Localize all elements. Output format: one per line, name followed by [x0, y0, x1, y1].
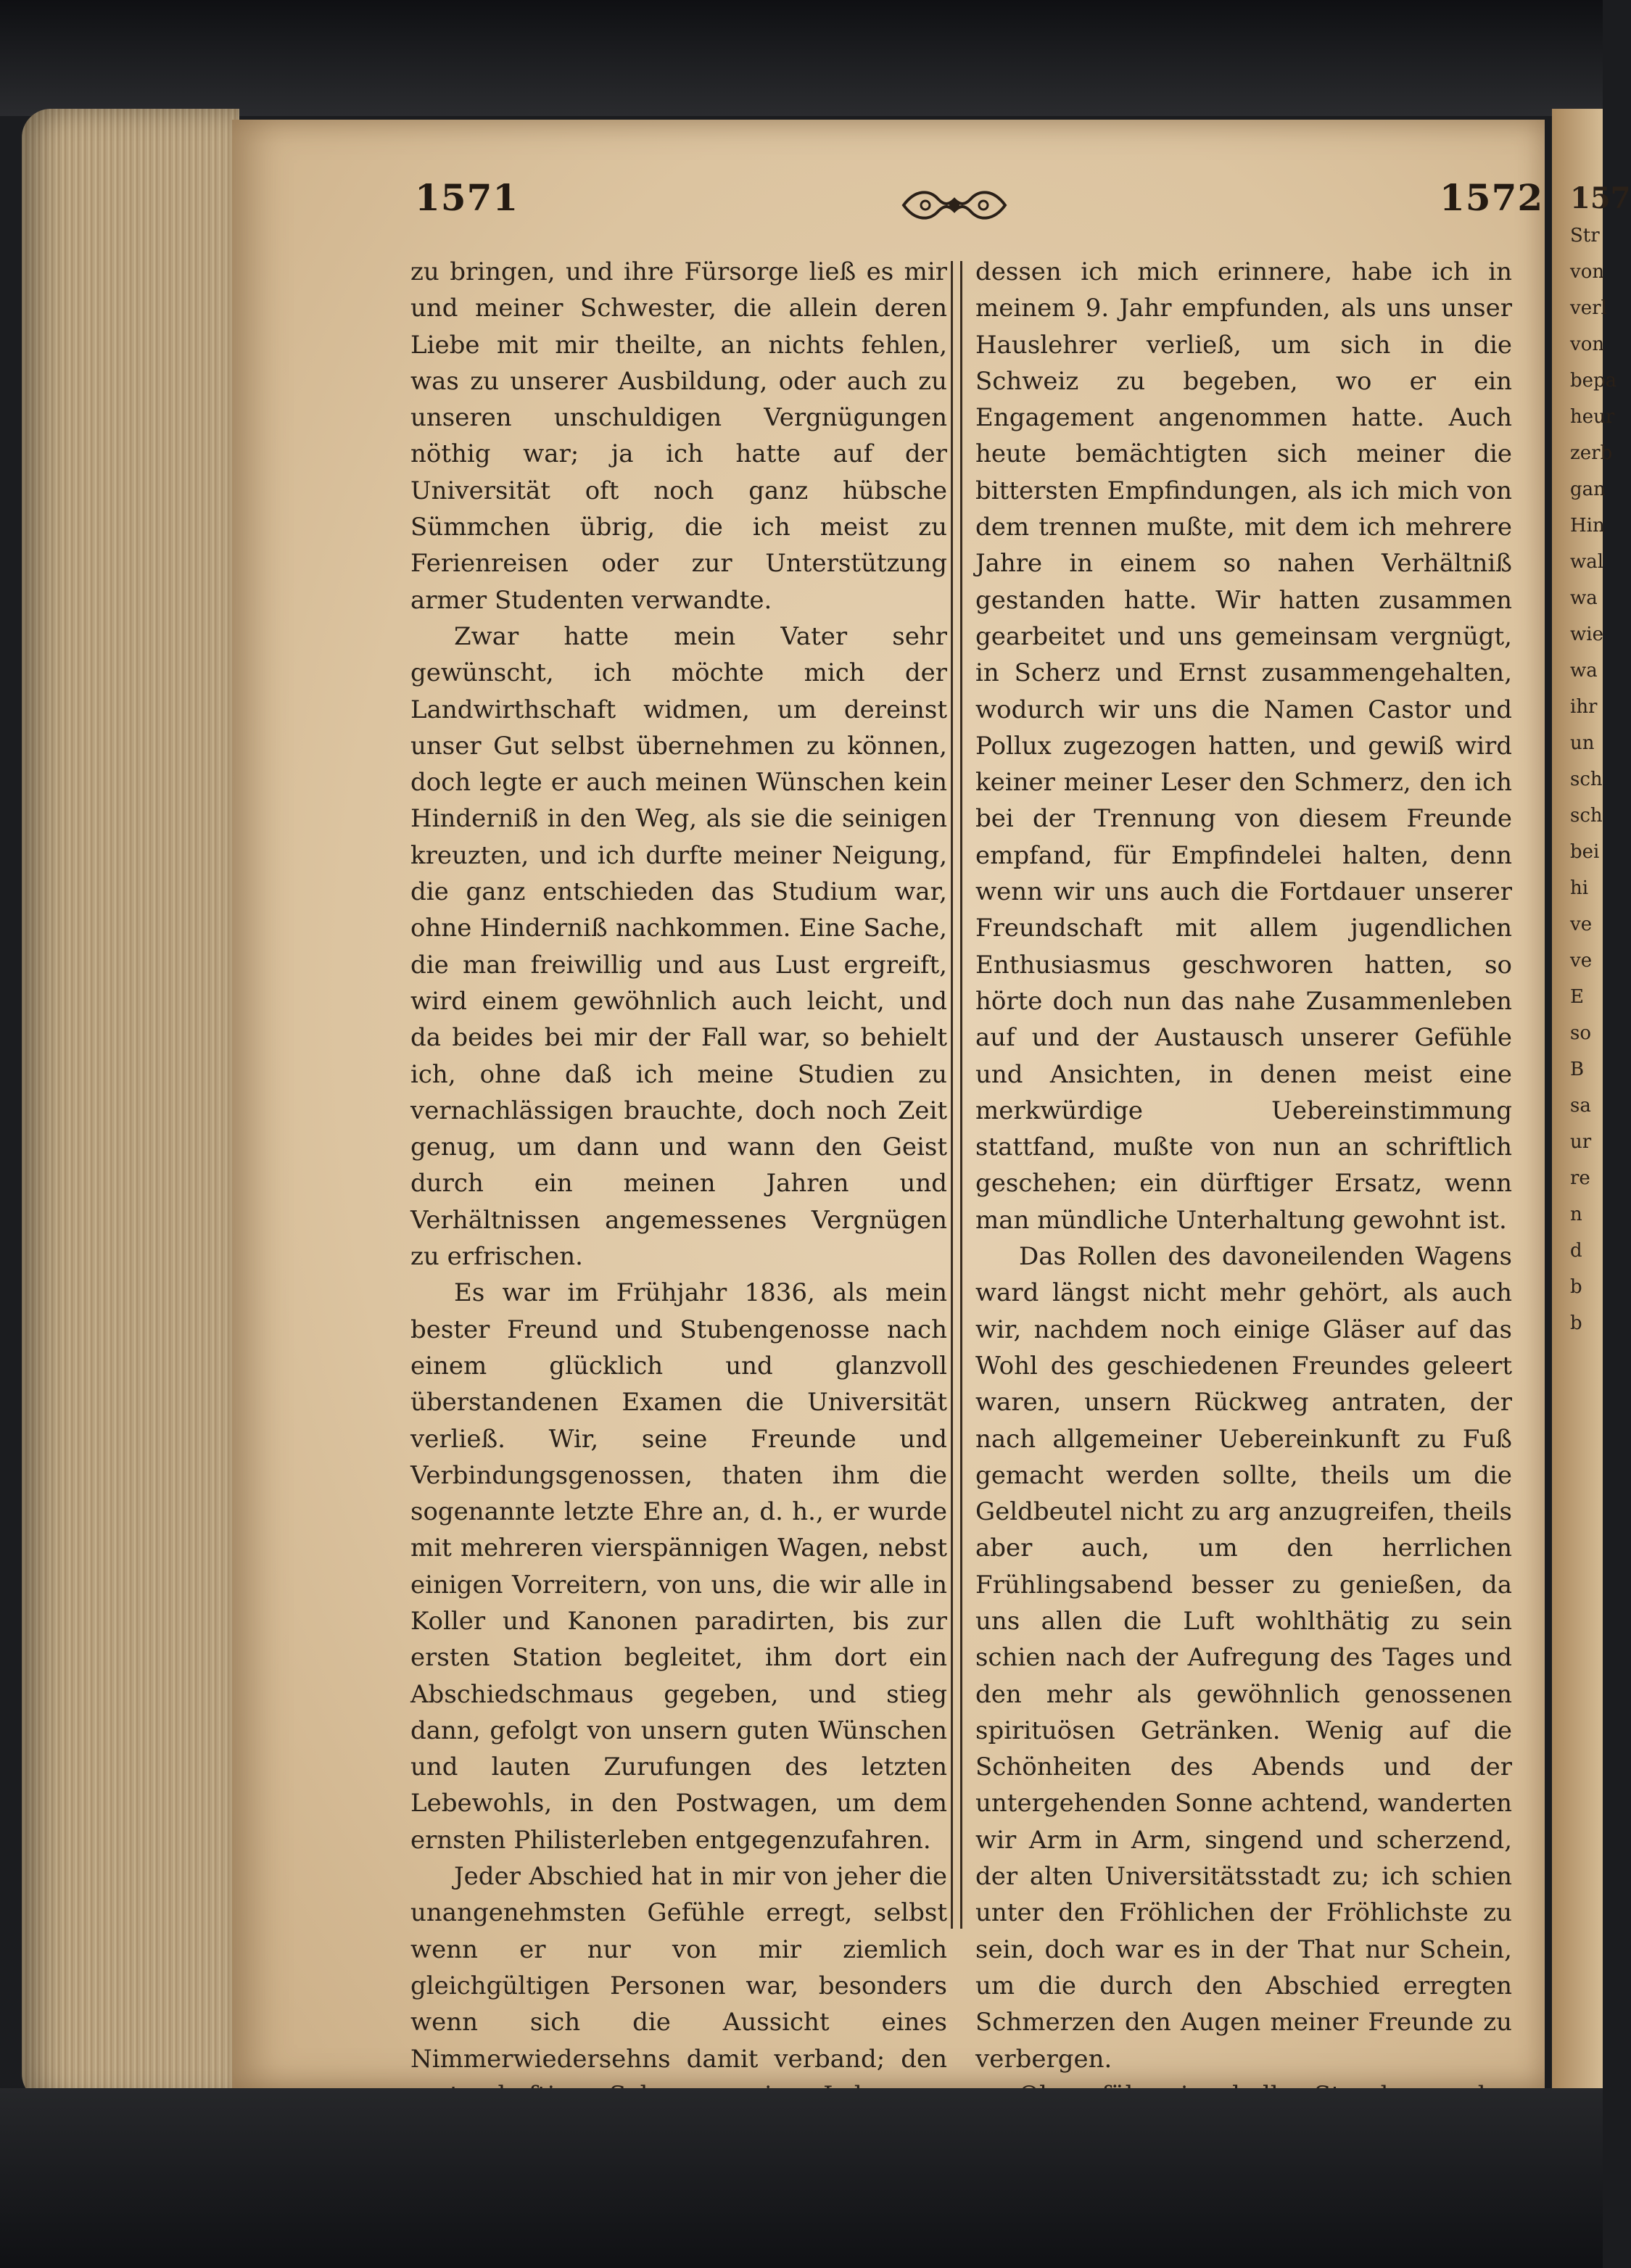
paragraph: Jeder Abschied hat in mir von jeher die unangenehmsten Gefühle erregt, selbst wenn er nur von mir ziemlich gleichgültigen Personen war, besonders wenn sich die Aussicht eines Nimmerwiedersehns damit verband; den	[410, 1862, 947, 2074]
next-page-fragment: ihr	[1570, 696, 1598, 718]
next-page-fragment: sch	[1570, 805, 1603, 827]
next-page-fragment: von	[1570, 334, 1605, 355]
text-column-right	[975, 254, 1512, 2150]
next-page-fragment: b	[1570, 1312, 1582, 1334]
column-divider-rule	[951, 261, 962, 1929]
next-page-fragment: ve	[1570, 914, 1593, 935]
next-page-fragment: d	[1570, 1240, 1582, 1262]
next-page-fragment: ve	[1570, 950, 1593, 972]
next-page-fragment: B	[1570, 1059, 1585, 1080]
paragraph: Zwar hatte mein Vater sehr gewünscht, ich möchte mich der Landwirthschaft widmen, um dereinst unser Gut selbst übernehmen zu können, doch legte er auch meinen Wünschen kein Hinderniß in den Weg, als sie die seinigen kreuzten, und ich durfte meiner Neigung, die ganz entschieden das Studium war, ohne Hinderniß nachkommen. Eine Sache, die man freiwillig und aus Lust ergreift, wird einem gewöhnlich auch leicht, und da beides bei mir der Fall war, so behielt ich, ohne daß ich meine Studien zu vernachlässigen brauchte, doch noch Zeit genug, um dann und wann den Geist durch ein meinen Jahren und Verhältnissen angemessenes Vergnügen zu erfrischen.	[410, 621, 947, 1272]
next-page-fragment: un	[1570, 732, 1595, 754]
paragraph: Das Rollen des davoneilenden Wagens ward längst nicht mehr gehört, als auch wir, nachdem noch einige Gläser auf das Wohl des geschiedenen Freundes geleert waren, unsern Rückweg antraten, der nach allgemeiner Uebereinkunft zu Fuß gemacht werden sollte, theils um die Geldbeutel nicht zu arg anzugreifen, theils aber auch, um den herrlichen Frühlingsabend besser zu genießen, da uns allen die Luft wohlthätig zu sein schien nach der Aufregung des Tages und den mehr als gewöhnlich genossenen spirituösen Getränken. Wenig auf die Schönheiten des Abends und der untergehenden Sonne achtend, wanderten wir Arm in Arm, singend und scherzend, der alten Universitätsstadt zu; ich schien unter den Fröhlichen der Fröhlichste zu sein, doch war es in der That nur Schein, um die durch den Abschied erregten Schmerzen den Augen meiner Freunde zu verbergen.	[975, 1242, 1512, 2074]
next-page-fragment: hi	[1570, 877, 1589, 899]
next-page-fragment: 157	[1570, 181, 1631, 215]
next-page-fragment: von	[1570, 261, 1605, 283]
text-column-left	[410, 254, 947, 2114]
next-page-fragment: bei	[1570, 841, 1600, 863]
page-number-left: 1571	[415, 176, 519, 219]
next-page-fragment: n	[1570, 1204, 1582, 1225]
next-page-fragment: bepa	[1570, 370, 1617, 392]
table-background-bottom	[0, 2088, 1603, 2268]
table-background-top	[0, 0, 1603, 116]
next-page-fragment: heur	[1570, 406, 1615, 428]
next-page-fragment: ur	[1570, 1131, 1592, 1153]
next-page-edge	[1552, 109, 1631, 2110]
next-page-fragment: Hin	[1570, 515, 1605, 537]
next-page-fragment: b	[1570, 1276, 1582, 1298]
next-page-fragment: wal	[1570, 551, 1604, 573]
next-page-fragment: Str	[1570, 225, 1600, 247]
next-page-fragment: sch	[1570, 769, 1603, 790]
next-page-fragment: zerb	[1570, 442, 1613, 464]
next-page-fragment: wa	[1570, 587, 1598, 609]
paragraph: Es war im Frühjahr 1836, als mein bester Freund und Stubengenosse nach einem glücklich und glanzvoll überstandenen Examen die Universität verließ. Wir, seine Freunde und Verbindungsgenossen, thaten ihm die sogenannte letzte Ehre an, d. h., er wurde mit mehreren vierspännigen Wagen, nebst einigen Vorreitern, von uns, die wir alle in Koller und Kanonen paradirten, bis zur ersten Station begleitet, ihm dort ein Abschiedschmaus gegeben, und stieg dann, gefolgt von unsern guten Wünschen und lauten Zurufungen des letzten Lebewohls, in den Postwagen, um dem ernsten Philisterleben entgegenzufahren.	[410, 1278, 947, 1855]
paragraph: zu bringen, und ihre Fürsorge ließ es mir und meiner Schwester, die allein deren Liebe mit mir theilte, an nichts fehlen, was zu unserer Ausbildung, oder auch zu unseren unschuldigen Vergnügungen nöthig war; ja ich hatte auf der Universität oft noch ganz hübsche Sümmchen übrig, die ich meist zu Ferienreisen oder zur Unterstützung armer Studenten verwandte.	[410, 257, 947, 615]
next-page-fragment: verl	[1570, 297, 1607, 319]
paragraph: dessen ich mich erinnere, habe ich in meinem 9. Jahr empfunden, als uns unser Hauslehrer verließ, um sich in die Schweiz zu begeben, wo er ein Engagement angenommen hatte. Auch heute bemächtigten sich meiner die bittersten Empfindungen, als ich mich von dem trennen mußte, mit dem ich mehrere Jahre in einem so nahen Verhältniß gestanden hatte. Wir hatten zusammen gearbeitet und uns gemeinsam vergnügt, in Scherz und Ernst zusammengehalten, wodurch wir uns die Namen Castor und Pollux zugezogen hatten, und gewiß wird keiner meiner Leser den Schmerz, den ich bei der Trennung von diesem Freunde empfand, für Empfindelei halten, denn wenn wir uns auch die Fortdauer unserer Freundschaft mit allem jugendlichen Enthusiasmus geschworen hatten, so hörte doch nun das nahe Zusammenleben auf und der Austausch unserer Gefühle und Ansichten, in denen meist eine merkwürdige Uebereinstimmung stattfand, mußte von nun an schriftlich geschehen; ein dürftiger Ersatz, wenn man mündliche Unterhaltung gewohnt ist.	[975, 257, 1512, 1235]
page-number-right: 1572	[1440, 176, 1544, 219]
next-page-fragment: E	[1570, 986, 1584, 1008]
next-page-fragment: sa	[1570, 1095, 1591, 1117]
next-page-fragment: wa	[1570, 660, 1598, 682]
next-page-fragment: re	[1570, 1167, 1590, 1189]
next-page-fragment: gan	[1570, 479, 1606, 500]
next-page-fragment: so	[1570, 1022, 1591, 1044]
book-page-edges	[22, 109, 239, 2103]
next-page-fragment: wie	[1570, 624, 1603, 645]
header-ornament-icon	[901, 183, 1008, 227]
